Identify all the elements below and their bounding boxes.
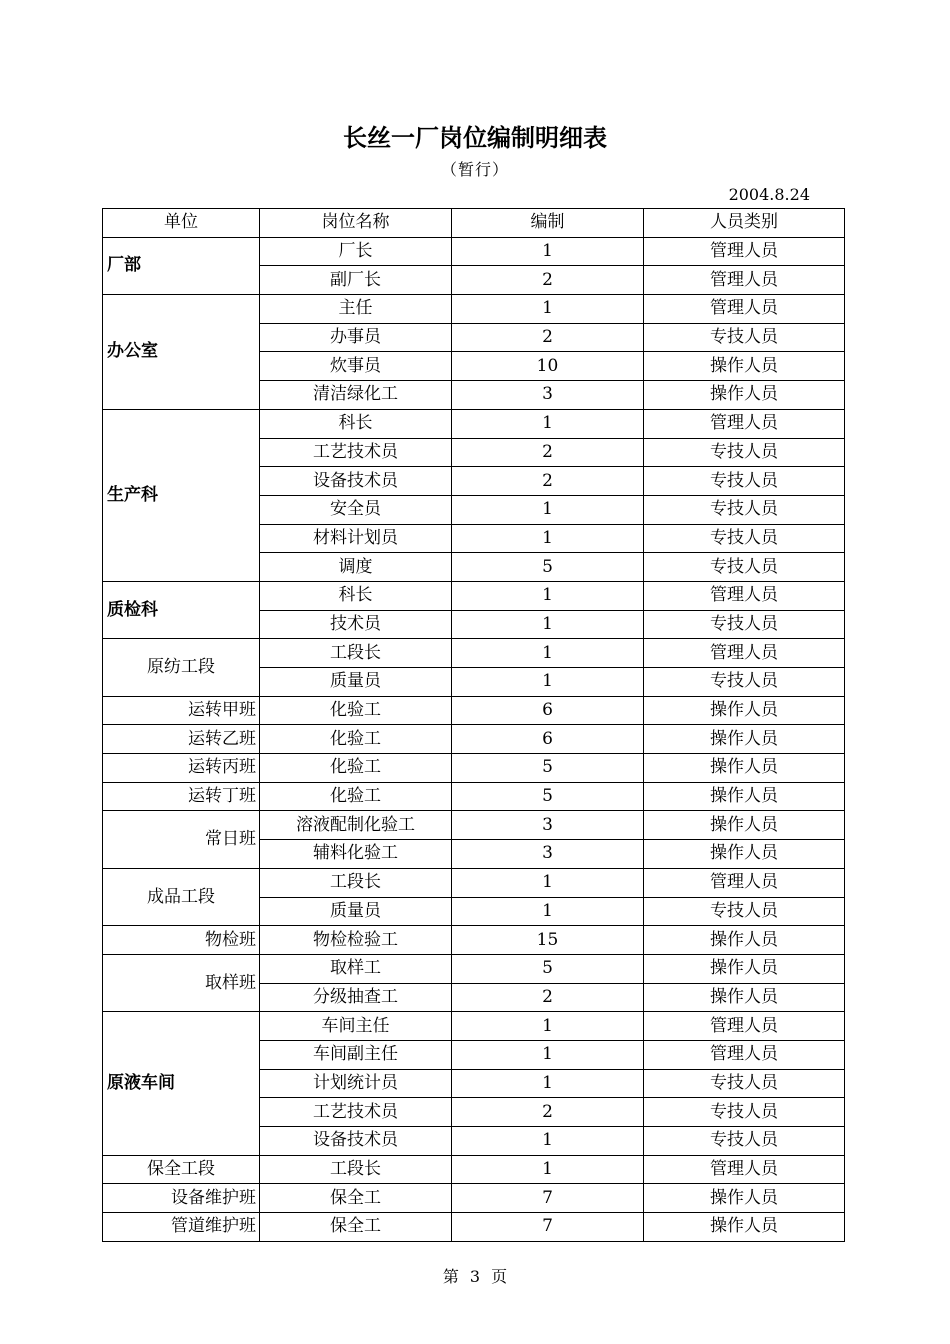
quota-cell: 1 — [452, 897, 644, 926]
unit-cell: 设备维护班 — [103, 1184, 260, 1213]
category-cell: 操作人员 — [644, 725, 845, 754]
quota-cell: 15 — [452, 926, 644, 955]
quota-cell: 1 — [452, 409, 644, 438]
category-cell: 专技人员 — [644, 467, 845, 496]
table-row — [103, 1213, 845, 1242]
position-cell: 辅料化验工 — [260, 840, 452, 869]
position-cell: 溶液配制化验工 — [260, 811, 452, 840]
quota-cell: 2 — [452, 1098, 644, 1127]
quota-cell: 1 — [452, 524, 644, 553]
quota-cell: 1 — [452, 581, 644, 610]
category-cell: 操作人员 — [644, 782, 845, 811]
table-row — [103, 754, 845, 783]
table-row — [103, 868, 845, 897]
unit-cell: 运转丙班 — [103, 754, 260, 783]
position-cell: 质量员 — [260, 897, 452, 926]
category-cell: 管理人员 — [644, 237, 845, 266]
unit-cell: 运转甲班 — [103, 696, 260, 725]
position-cell: 科长 — [260, 409, 452, 438]
position-cell: 副厂长 — [260, 266, 452, 295]
quota-cell: 5 — [452, 782, 644, 811]
document-date: 2004.8.24 — [728, 185, 810, 204]
staffing-table — [102, 208, 845, 1242]
table-row — [103, 409, 845, 438]
unit-cell: 质检科 — [103, 581, 260, 638]
table-row — [103, 954, 845, 983]
category-cell: 操作人员 — [644, 926, 845, 955]
position-cell: 办事员 — [260, 323, 452, 352]
quota-cell: 7 — [452, 1184, 644, 1213]
quota-cell: 1 — [452, 1069, 644, 1098]
page-subtitle: （暂行） — [440, 160, 509, 179]
table-row — [103, 1012, 845, 1041]
position-cell: 工段长 — [260, 1155, 452, 1184]
position-cell: 保全工 — [260, 1184, 452, 1213]
table-row — [103, 811, 845, 840]
category-cell: 管理人员 — [644, 409, 845, 438]
category-cell: 专技人员 — [644, 668, 845, 697]
table-row — [103, 725, 845, 754]
position-cell: 主任 — [260, 295, 452, 324]
table-row — [103, 696, 845, 725]
category-cell: 管理人员 — [644, 639, 845, 668]
category-cell: 操作人员 — [644, 1184, 845, 1213]
unit-cell: 原液车间 — [103, 1012, 260, 1155]
position-cell: 化验工 — [260, 782, 452, 811]
quota-cell: 5 — [452, 754, 644, 783]
unit-cell: 取样班 — [103, 954, 260, 1011]
category-cell: 操作人员 — [644, 696, 845, 725]
position-cell: 保全工 — [260, 1213, 452, 1242]
unit-cell: 生产科 — [103, 409, 260, 581]
category-cell: 管理人员 — [644, 581, 845, 610]
quota-cell: 7 — [452, 1213, 644, 1242]
position-cell: 调度 — [260, 553, 452, 582]
category-cell: 管理人员 — [644, 1012, 845, 1041]
category-cell: 管理人员 — [644, 295, 845, 324]
table-row — [103, 1184, 845, 1213]
quota-cell: 6 — [452, 696, 644, 725]
position-cell: 物检检验工 — [260, 926, 452, 955]
category-cell: 操作人员 — [644, 840, 845, 869]
quota-cell: 10 — [452, 352, 644, 381]
quota-cell: 2 — [452, 323, 644, 352]
position-cell: 设备技术员 — [260, 467, 452, 496]
quota-cell: 1 — [452, 668, 644, 697]
quota-cell: 1 — [452, 1012, 644, 1041]
quota-cell: 5 — [452, 954, 644, 983]
position-cell: 工段长 — [260, 868, 452, 897]
position-cell: 厂长 — [260, 237, 452, 266]
position-cell: 炊事员 — [260, 352, 452, 381]
position-cell: 工艺技术员 — [260, 1098, 452, 1127]
quota-cell: 1 — [452, 295, 644, 324]
table-row — [103, 581, 845, 610]
category-cell: 管理人员 — [644, 266, 845, 295]
quota-cell: 2 — [452, 438, 644, 467]
position-cell: 取样工 — [260, 954, 452, 983]
header-quota: 编制 — [452, 209, 644, 238]
table-row — [103, 639, 845, 668]
quota-cell: 1 — [452, 868, 644, 897]
unit-cell: 成品工段 — [103, 868, 260, 925]
category-cell: 专技人员 — [644, 553, 845, 582]
position-cell: 工段长 — [260, 639, 452, 668]
unit-cell: 运转丁班 — [103, 782, 260, 811]
unit-cell: 原纺工段 — [103, 639, 260, 696]
quota-cell: 1 — [452, 1155, 644, 1184]
table-row — [103, 1155, 845, 1184]
category-cell: 操作人员 — [644, 1213, 845, 1242]
category-cell: 管理人员 — [644, 1155, 845, 1184]
position-cell: 清洁绿化工 — [260, 381, 452, 410]
category-cell: 操作人员 — [644, 381, 845, 410]
quota-cell: 2 — [452, 266, 644, 295]
category-cell: 操作人员 — [644, 352, 845, 381]
position-cell: 化验工 — [260, 725, 452, 754]
category-cell: 专技人员 — [644, 495, 845, 524]
position-cell: 科长 — [260, 581, 452, 610]
position-cell: 质量员 — [260, 668, 452, 697]
position-cell: 技术员 — [260, 610, 452, 639]
category-cell: 专技人员 — [644, 323, 845, 352]
quota-cell: 3 — [452, 811, 644, 840]
unit-cell: 办公室 — [103, 295, 260, 410]
quota-cell: 1 — [452, 639, 644, 668]
quota-cell: 3 — [452, 381, 644, 410]
quota-cell: 3 — [452, 840, 644, 869]
table-row — [103, 295, 845, 324]
category-cell: 专技人员 — [644, 524, 845, 553]
quota-cell: 1 — [452, 237, 644, 266]
header-position: 岗位名称 — [260, 209, 452, 238]
quota-cell: 2 — [452, 467, 644, 496]
position-cell: 化验工 — [260, 696, 452, 725]
quota-cell: 1 — [452, 1040, 644, 1069]
unit-cell: 运转乙班 — [103, 725, 260, 754]
page-number: 第 3 页 — [442, 1267, 508, 1286]
table-row — [103, 237, 845, 266]
table-row — [103, 926, 845, 955]
unit-cell: 保全工段 — [103, 1155, 260, 1184]
header-unit: 单位 — [103, 209, 260, 238]
unit-cell: 常日班 — [103, 811, 260, 868]
category-cell: 管理人员 — [644, 868, 845, 897]
quota-cell: 2 — [452, 983, 644, 1012]
quota-cell: 1 — [452, 495, 644, 524]
page-title: 长丝一厂岗位编制明细表 — [343, 124, 607, 152]
position-cell: 分级抽查工 — [260, 983, 452, 1012]
quota-cell: 6 — [452, 725, 644, 754]
unit-cell: 管道维护班 — [103, 1213, 260, 1242]
category-cell: 专技人员 — [644, 1127, 845, 1156]
category-cell: 专技人员 — [644, 1098, 845, 1127]
position-cell: 工艺技术员 — [260, 438, 452, 467]
quota-cell: 5 — [452, 553, 644, 582]
unit-cell: 厂部 — [103, 237, 260, 294]
position-cell: 车间副主任 — [260, 1040, 452, 1069]
category-cell: 管理人员 — [644, 1040, 845, 1069]
category-cell: 操作人员 — [644, 811, 845, 840]
category-cell: 专技人员 — [644, 610, 845, 639]
header-category: 人员类别 — [644, 209, 845, 238]
table-row — [103, 782, 845, 811]
unit-cell: 物检班 — [103, 926, 260, 955]
position-cell: 安全员 — [260, 495, 452, 524]
category-cell: 专技人员 — [644, 438, 845, 467]
position-cell: 车间主任 — [260, 1012, 452, 1041]
category-cell: 专技人员 — [644, 1069, 845, 1098]
quota-cell: 1 — [452, 1127, 644, 1156]
position-cell: 化验工 — [260, 754, 452, 783]
category-cell: 专技人员 — [644, 897, 845, 926]
category-cell: 操作人员 — [644, 754, 845, 783]
position-cell: 材料计划员 — [260, 524, 452, 553]
category-cell: 操作人员 — [644, 983, 845, 1012]
position-cell: 计划统计员 — [260, 1069, 452, 1098]
table-header-row — [103, 209, 845, 238]
position-cell: 设备技术员 — [260, 1127, 452, 1156]
category-cell: 操作人员 — [644, 954, 845, 983]
quota-cell: 1 — [452, 610, 644, 639]
